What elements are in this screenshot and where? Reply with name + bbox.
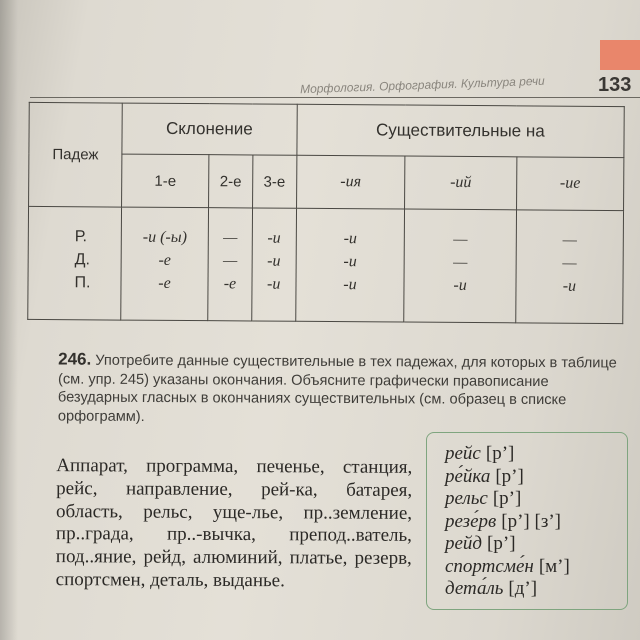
spelling-item — [445, 466, 627, 489]
ending-cell: — — [453, 230, 468, 248]
spelling-word: дета́ль — [445, 578, 504, 599]
spelling-transcription: [р’] — [487, 533, 516, 554]
spelling-word: рейс — [445, 443, 481, 464]
table-header-row — [29, 102, 624, 157]
exercise-task-text: Употребите данные существительные в тех падежах, для которых в таблице (см. упр. 245) указаны окончания. Объясните графически правописание безударных гласных в окончаниях существительных (см. образец в списке орфограмм). — [57, 352, 617, 425]
column-2nd-declension — [208, 208, 253, 321]
ending-cell: — — [562, 254, 577, 272]
ending-cell: -и — [562, 277, 577, 295]
spine-shadow — [0, 0, 18, 640]
case-genitive: Р. — [74, 228, 87, 246]
ending-cell: -и — [343, 230, 358, 248]
exercise-task — [58, 351, 628, 429]
spelling-transcription: [р’] [з’] — [501, 510, 561, 532]
spelling-item — [445, 533, 627, 556]
spelling-word: ре́йка — [445, 465, 491, 487]
page-edge-tab — [600, 40, 640, 70]
spelling-transcription: [р’] — [485, 443, 515, 464]
ending-cell: — — [223, 229, 238, 247]
column-iy — [404, 209, 516, 323]
ending-cell: — — [453, 253, 468, 271]
subheader-iy: -ий — [405, 156, 517, 210]
spelling-transcription: [р’] — [495, 465, 524, 487]
running-title: Морфология. Орфография. Культура речи — [299, 73, 545, 97]
ending-cell: -е — [158, 274, 171, 292]
exercise-word-list: Аппарат, программа, печенье, станция, рейс, направление, рей-ка, батарея, область, рельс, уще-лье, пр..земление, пр..града, пр..-вычка, препод..ватель, под..яние, рейд, алюминий, платье, резерв, спортсмен, деталь, выданье. — [55, 455, 413, 592]
ending-cell: -и — [266, 275, 281, 293]
spelling-word: рейд — [445, 533, 483, 554]
spelling-item — [445, 488, 627, 511]
exercise-number: 246. — [58, 349, 92, 369]
spelling-item — [445, 443, 627, 466]
case-dative: Д. — [74, 251, 91, 269]
column-ie — [516, 210, 624, 324]
header-rule — [30, 97, 640, 98]
ending-cell: -и (-ы) — [142, 228, 188, 247]
spelling-box — [426, 432, 628, 610]
ending-cell: -и — [267, 229, 281, 247]
subheader-2nd: 2-е — [209, 155, 253, 208]
subheader-1st: 1-е — [122, 154, 209, 208]
spelling-transcription: [д’] — [508, 578, 538, 599]
spelling-transcription: [м’] — [538, 555, 570, 577]
ending-cell: -е — [223, 275, 237, 293]
declension-header: Склонение — [122, 103, 297, 155]
subheader-3rd: 3-е — [252, 155, 296, 208]
column-iya — [295, 208, 405, 322]
column-1st-declension — [121, 207, 209, 321]
ending-cell: -и — [267, 252, 281, 270]
ending-cell: — — [222, 252, 238, 270]
column-3rd-declension — [252, 208, 297, 321]
ending-cell: -и — [343, 253, 357, 271]
spelling-item — [445, 578, 627, 601]
ending-cell: -е — [158, 251, 171, 269]
spelling-word: резе́рв — [445, 510, 497, 532]
spelling-transcription: [р’] — [492, 488, 522, 509]
subheader-ie: -ие — [516, 157, 624, 211]
spelling-word: спортсме́н — [445, 555, 534, 577]
case-prepositional: П. — [74, 274, 91, 292]
spelling-item — [445, 511, 627, 534]
spelling-word: рельс — [445, 488, 488, 509]
nouns-header: Существительные на — [296, 104, 624, 157]
declension-table — [27, 102, 625, 324]
ending-cell: -и — [453, 276, 467, 294]
table-body-row — [28, 206, 624, 323]
subheader-iya: -ия — [296, 155, 405, 209]
ending-cell: — — [562, 231, 577, 249]
spelling-item — [445, 556, 627, 579]
page-number: 133 — [598, 74, 632, 96]
ending-cell: -и — [343, 276, 357, 294]
case-header: Падеж — [29, 102, 123, 207]
case-column — [28, 206, 122, 320]
